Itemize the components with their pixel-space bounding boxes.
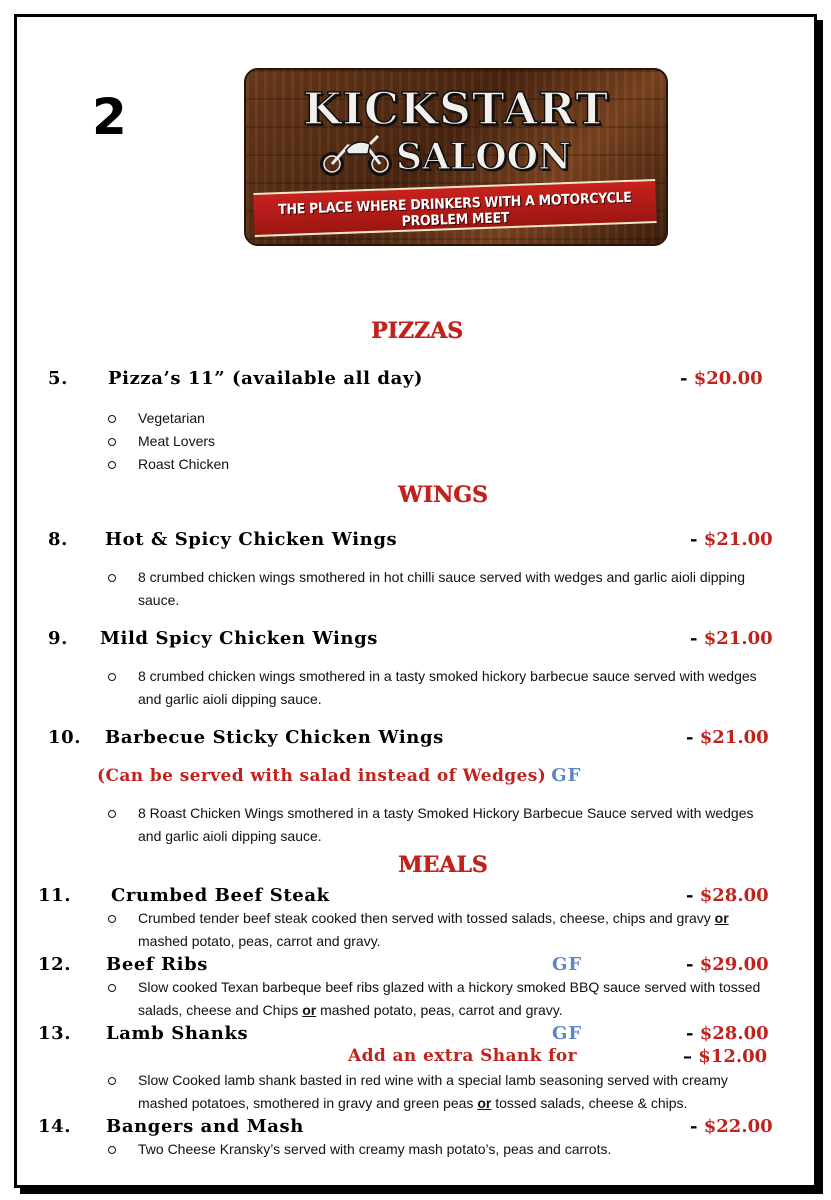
beef-ribs-description [108,976,760,1022]
item-number: 12. [38,954,72,975]
price-value: $21.00 [699,727,769,748]
desc-line: 8 crumbed chicken wings smothered in hot chilli sauce served with wedges and garlic aioli dipping [138,569,745,585]
item-number: 11. [38,885,72,906]
motorcycle-icon [318,132,394,176]
salad-note: (Can be served with salad instead of Wedges) [97,766,547,786]
desc-line: Two Cheese Kransky’s served with creamy mash potato’s, peas and carrots. [138,1141,612,1157]
list-item [108,802,754,848]
kickstart-saloon-logo [244,68,668,246]
price-value: $28.00 [699,885,769,906]
item-number: 10. [48,727,82,748]
gf-badge: GF [551,765,582,786]
mild-wings-description [108,665,757,711]
extra-shank-label: Add an extra Shank for [348,1046,577,1066]
item-number: 13. [38,1023,72,1044]
section-heading-wings: WINGS [398,482,488,508]
price-value: $21.00 [703,529,773,550]
desc-text: mashed potatoes, smothered in gravy and green peas [138,1095,478,1111]
price-value: $20.00 [693,368,763,389]
item-number: 8. [48,529,68,550]
pizza-options-list [108,407,229,476]
list-item [108,1069,728,1115]
item-price-beef-ribs: - $29.00 [686,954,769,975]
logo-name-line2: SALOON [396,136,571,178]
item-price-hot-wings: - $21.00 [690,529,773,550]
list-item: Roast Chicken [108,453,229,476]
desc-text: mashed potato, peas, carrot and gravy. [316,1002,563,1018]
item-price-mild-wings: - $21.00 [690,628,773,649]
desc-text: salads, cheese and Chips [138,1002,303,1018]
item-price-lamb-shanks: - $28.00 [686,1023,769,1044]
bbq-wings-description [108,802,754,848]
item-title-beef-steak: Crumbed Beef Steak [111,885,330,906]
beef-steak-description [108,907,729,953]
desc-line [138,907,729,930]
price-value: $12.00 [698,1046,768,1067]
item-price-bangers: - $22.00 [690,1116,773,1137]
desc-line [138,999,760,1022]
list-item [108,907,729,953]
price-value: $29.00 [699,954,769,975]
gf-badge: GF [552,954,583,975]
item-title-bangers: Bangers and Mash [106,1116,304,1137]
desc-line: 8 crumbed chicken wings smothered in a tasty smoked hickory barbecue sauce served with wedges [138,668,757,684]
desc-line [138,1092,728,1115]
price-value: $22.00 [703,1116,773,1137]
desc-text: tossed salads, cheese & chips. [491,1095,688,1111]
item-title-pizza: Pizza’s 11” (available all day) [108,368,424,389]
list-item: Vegetarian [108,407,229,430]
desc-line: Slow Cooked lamb shank basted in red wine with a special lamb seasoning served with creamy [138,1072,728,1088]
desc-line: 8 Roast Chicken Wings smothered in a tasty Smoked Hickory Barbecue Sauce served with wedges [138,805,754,821]
list-item [108,1138,611,1161]
item-number: 14. [38,1116,72,1137]
or-word: or [477,1095,492,1111]
logo-name-line1: KICKSTART [303,84,609,135]
list-item [108,566,745,612]
or-word: or [302,1002,317,1018]
logo-banner [253,179,656,237]
desc-line: sauce. [138,592,180,608]
item-title-lamb-shanks: Lamb Shanks [106,1023,249,1044]
extra-shank-price: – $12.00 [683,1046,768,1067]
item-price-pizza: - $20.00 [680,368,763,389]
desc-line: mashed potato, peas, carrot and gravy. [138,933,381,949]
item-title-beef-ribs: Beef Ribs [106,954,209,975]
gf-badge: GF [552,1023,583,1044]
item-price-beef-steak: - $28.00 [686,885,769,906]
item-title-mild-wings: Mild Spicy Chicken Wings [100,628,378,649]
item-number: 5. [48,368,68,389]
item-title-hot-wings: Hot & Spicy Chicken Wings [105,529,398,550]
desc-line: Slow cooked Texan barbeque beef ribs glazed with a hickory smoked BBQ sauce served with tossed [138,979,761,995]
list-item: Meat Lovers [108,430,229,453]
section-heading-pizzas: PIZZAS [371,318,463,344]
lamb-shanks-description [108,1069,728,1115]
desc-text: Crumbed tender beef steak cooked then served with tossed salads, cheese, chips and gravy [138,910,715,926]
logo-tagline: THE PLACE WHERE DRINKERS WITH A MOTORCYCLE PROBLEM MEET [277,189,632,230]
price-value: $21.00 [703,628,773,649]
price-value: $28.00 [699,1023,769,1044]
section-heading-meals: MEALS [398,852,488,878]
item-title-bbq-wings: Barbecue Sticky Chicken Wings [105,727,444,748]
desc-line: and garlic aioli dipping sauce. [138,828,322,844]
desc-line: and garlic aioli dipping sauce. [138,691,322,707]
hot-wings-description [108,566,745,612]
list-item [108,665,757,711]
list-item [108,976,760,1022]
item-price-bbq-wings: - $21.00 [686,727,769,748]
page-number: 2 [92,88,127,146]
or-word: or [714,910,729,926]
bbq-wings-note-line [97,765,581,786]
bangers-description [108,1138,611,1161]
item-number: 9. [48,628,68,649]
